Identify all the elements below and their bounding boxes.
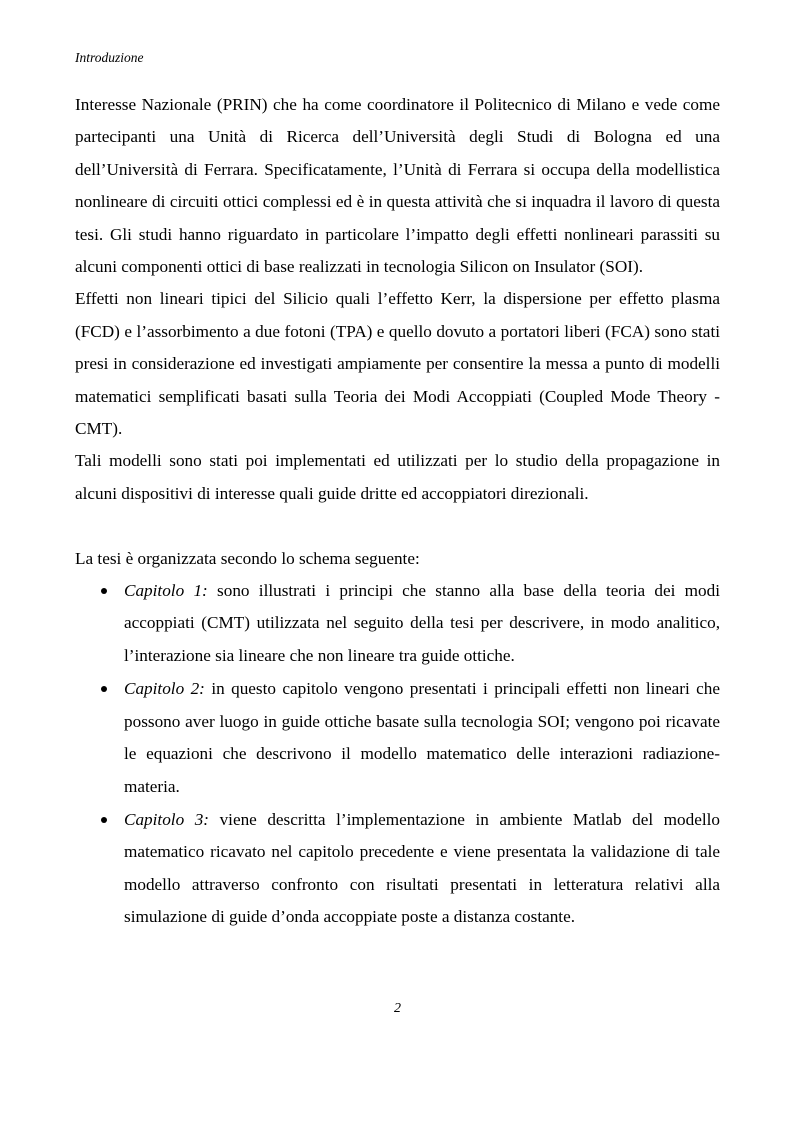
list-item-chapter-3 [75, 804, 720, 934]
list-item-chapter-1 [75, 575, 720, 672]
paragraph-prin-context: Interesse Nazionale (PRIN) che ha come coordinatore il Politecnico di Milano e vede come partecipanti una Unità di Ricerca dell’Università degli Studi di Bologna ed una dell’Università di Ferrara. Specificatamente, l’Unità di Ferrara si occupa della modellistica nonlineare di circuiti ottici complessi ed è in questa attività che si inquadra il lavoro di questa tesi. Gli studi hanno riguardato in particolare l’impatto degli effetti nonlineari parassiti su alcuni componenti ottici di base realizzati in tecnologia Silicon on Insulator (SOI). [75, 95, 720, 277]
chapter-description: viene descritta l’implementazione in ambiente Matlab del modello matematico ricavato nel capitolo precedente e viene presentata la validazione di tale modello attraverso confronto con risultati presentati in letteratura relativi alla simulazione di guide d’onda accoppiate poste a distanza costante. [124, 809, 721, 927]
paragraph-nonlinear-effects: Effetti non lineari tipici del Silicio quali l’effetto Kerr, la dispersione per effetto plasma (FCD) e l’assorbimento a due fotoni (TPA) e quello dovuto a portatori liberi (FCA) sono stati presi in considerazione ed investigati ampiamente per consentire la messa a punto di modelli matematici semplificati basati sulla Teoria dei Modi Accoppiati (Coupled Mode Theory - CMT). [75, 289, 720, 439]
chapter-description: sono illustrati i principi che stanno alla base della teoria dei modi accoppiati (CMT) utilizzata nel seguito della tesi per descrivere, in modo analitico, l’interazione sia lineare che non lineare tra guide ottiche. [124, 581, 721, 665]
body-text [75, 89, 720, 934]
chapter-label: Capitolo 1: [124, 581, 208, 601]
chapter-label: Capitolo 3: [124, 809, 210, 829]
bullet-icon [101, 588, 107, 594]
list-item-chapter-2 [75, 673, 720, 803]
chapter-description: in questo capitolo vengono presentati i principali effetti non lineari che possono aver luogo in guide ottiche basate sulla tecnologia SOI; vengono poi ricavate le equazioni che descrivono il modello matematico delle interazioni radiazione-materia. [124, 679, 721, 796]
running-header: Introduzione [75, 50, 144, 65]
chapter-list [75, 575, 720, 933]
bullet-icon [101, 817, 107, 823]
bullet-icon [101, 686, 107, 692]
chapter-label: Capitolo 2: [124, 679, 205, 699]
paragraph-models-implementation: Tali modelli sono stati poi implementati ed utilizzati per lo studio della propagazione in alcuni dispositivi di interesse quali guide dritte ed accoppiatori direzionali. [75, 451, 720, 503]
outline-intro: La tesi è organizzata secondo lo schema seguente: [75, 548, 420, 568]
document-page [75, 0, 720, 1123]
page-number: 2 [394, 1001, 401, 1016]
paragraph-spacer [75, 510, 720, 542]
